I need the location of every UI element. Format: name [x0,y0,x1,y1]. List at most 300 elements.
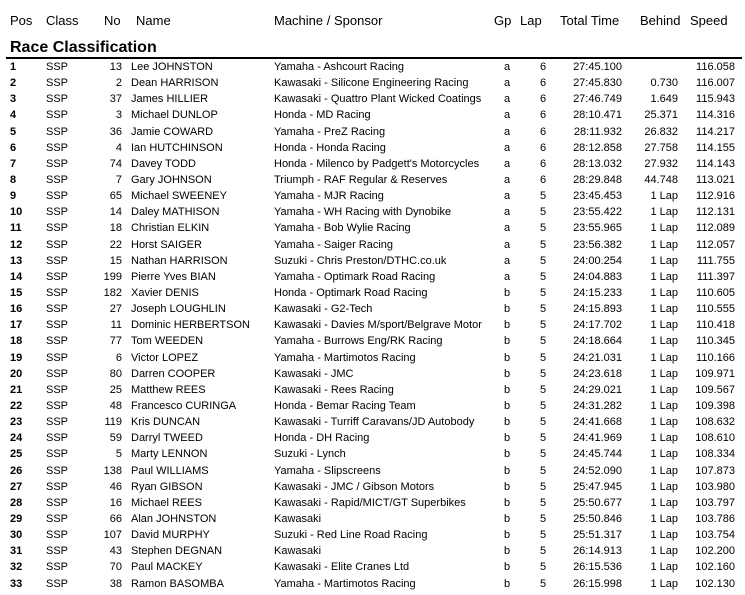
cell-class: SSP [46,77,69,90]
cell-name: Gary JOHNSON [131,173,212,186]
cell-class: SSP [46,303,69,316]
cell-lap: 5 [540,383,547,396]
cell-no: 70 [109,561,122,574]
cell-lap: 5 [540,270,547,283]
cell-no: 182 [103,286,122,299]
cell-machine: Kawasaki - Davies M/sport/Belgrave Motor [274,319,482,332]
cell-lap: 5 [540,448,547,461]
cell-behind: 1.649 [650,93,678,106]
cell-machine: Kawasaki - Elite Cranes Ltd [274,561,410,574]
table-row [0,511,745,527]
table-row [0,91,745,107]
cell-machine: Yamaha - MJR Racing [274,190,384,203]
cell-pos: 15 [10,286,23,299]
cell-no: 5 [115,448,122,461]
cell-no: 80 [109,367,122,380]
cell-gp: a [504,61,511,73]
table-row [0,140,745,156]
cell-speed: 110.555 [696,303,735,316]
cell-pos: 13 [10,254,23,267]
cell-total-time: 24:31.282 [573,399,622,412]
table-row [0,253,745,269]
cell-total-time: 24:52.090 [573,464,622,477]
cell-pos: 19 [10,351,23,364]
cell-machine: Honda - MD Racing [274,109,371,122]
cell-behind: 0.730 [650,77,678,90]
cell-class: SSP [46,529,69,542]
cell-class: SSP [46,512,69,525]
cell-behind: 1 Lap [650,286,678,299]
cell-speed: 108.334 [695,448,735,461]
header-machine: Machine / Sponsor [274,13,383,28]
cell-pos: 33 [10,577,23,590]
cell-gp: b [504,416,511,429]
cell-pos: 1 [10,61,17,73]
cell-lap: 5 [540,480,547,493]
cell-total-time: 24:45.744 [573,448,622,461]
table-row [0,414,745,430]
cell-machine: Honda - Honda Racing [274,141,386,154]
table-row [0,124,745,140]
cell-class: SSP [46,577,69,590]
cell-no: 46 [109,480,122,493]
cell-machine: Kawasaki - G2-Tech [274,303,373,316]
cell-speed: 109.398 [695,399,735,412]
cell-total-time: 24:04.883 [573,270,622,283]
cell-gp: b [504,480,511,493]
header-no: No [104,13,121,28]
cell-speed: 102.200 [695,545,735,558]
cell-machine: Kawasaki - Silicone Engineering Racing [274,77,469,90]
cell-no: 119 [104,416,122,429]
cell-pos: 12 [10,238,23,251]
cell-no: 16 [109,496,122,509]
cell-behind: 25.371 [644,109,678,122]
cell-total-time: 27:46.749 [573,93,622,106]
cell-no: 59 [109,432,122,445]
cell-class: SSP [46,61,69,73]
cell-pos: 9 [10,190,17,203]
cell-name: Dean HARRISON [131,77,219,90]
cell-speed: 103.786 [695,512,735,525]
cell-lap: 5 [540,561,547,574]
cell-gp: a [504,238,511,251]
cell-behind: 1 Lap [650,399,678,412]
cell-pos: 26 [10,464,23,477]
cell-speed: 108.632 [695,416,735,429]
cell-lap: 6 [540,77,547,90]
cell-no: 22 [109,238,122,251]
cell-behind: 1 Lap [650,448,678,461]
cell-total-time: 24:23.618 [573,367,622,380]
cell-no: 77 [109,335,122,348]
cell-speed: 110.605 [696,286,735,299]
cell-name: Paul MACKEY [131,561,203,574]
table-row [0,559,745,575]
cell-total-time: 24:17.702 [573,319,622,332]
cell-no: 15 [109,254,122,267]
cell-gp: a [504,157,511,170]
cell-name: Darren COOPER [131,367,216,380]
cell-machine: Honda - Bemar Racing Team [274,399,416,412]
cell-lap: 5 [540,416,547,429]
cell-machine: Yamaha - Bob Wylie Racing [274,222,411,235]
table-row [0,398,745,414]
table-row [0,463,745,479]
cell-class: SSP [46,206,69,219]
cell-no: 37 [109,93,122,106]
cell-behind: 1 Lap [650,190,678,203]
cell-gp: a [504,93,511,106]
cell-behind: 1 Lap [650,351,678,364]
cell-behind: 44.748 [644,173,678,186]
cell-name: Marty LENNON [131,448,208,461]
cell-no: 66 [109,512,122,525]
cell-speed: 107.873 [695,464,735,477]
cell-class: SSP [46,93,69,106]
cell-machine: Triumph - RAF Regular & Reserves [274,173,448,186]
cell-gp: b [504,464,511,477]
cell-name: Paul WILLIAMS [131,464,209,477]
header-pos: Pos [10,13,33,28]
cell-total-time: 24:15.893 [573,303,622,316]
cell-total-time: 23:56.382 [573,238,622,251]
cell-speed: 111.755 [696,254,735,267]
cell-total-time: 24:18.664 [573,335,622,348]
cell-pos: 14 [10,270,23,283]
cell-total-time: 25:50.846 [573,512,622,525]
cell-machine: Kawasaki - Turriff Caravans/JD Autobody [274,416,475,429]
cell-speed: 116.058 [696,61,735,73]
cell-lap: 5 [540,529,547,542]
cell-no: 138 [103,464,122,477]
table-row [0,156,745,172]
header-total-time: Total Time [560,13,620,28]
cell-behind: 1 Lap [650,577,678,590]
table-row [0,317,745,333]
cell-gp: a [504,125,511,138]
cell-lap: 6 [540,141,547,154]
cell-speed: 102.130 [695,577,735,590]
cell-class: SSP [46,545,69,558]
cell-pos: 8 [10,173,17,186]
cell-pos: 22 [10,399,23,412]
cell-name: Ryan GIBSON [131,480,203,493]
cell-behind: 1 Lap [650,383,678,396]
cell-class: SSP [46,480,69,493]
table-row [0,301,745,317]
table-row [0,285,745,301]
cell-total-time: 28:29.848 [573,173,622,186]
cell-name: Jamie COWARD [131,125,214,138]
cell-machine: Yamaha - Burrows Eng/RK Racing [274,335,443,348]
cell-speed: 103.797 [695,496,735,509]
cell-gp: b [504,399,511,412]
cell-class: SSP [46,432,69,445]
cell-machine: Yamaha - Saiger Racing [274,238,394,251]
cell-name: Michael DUNLOP [131,109,218,122]
cell-total-time: 23:55.965 [573,222,622,235]
cell-machine: Kawasaki - Quattro Plant Wicked Coatings [274,93,482,106]
cell-lap: 6 [540,125,547,138]
cell-lap: 6 [540,61,547,73]
cell-total-time: 27:45.830 [573,77,622,90]
cell-gp: a [504,77,511,90]
cell-name: Matthew REES [131,383,206,396]
table-row [0,350,745,366]
cell-total-time: 26:14.913 [573,545,622,558]
cell-lap: 5 [540,496,547,509]
cell-machine: Yamaha - Martimotos Racing [274,351,416,364]
cell-gp: b [504,351,511,364]
cell-pos: 32 [10,561,23,574]
section-title: Race Classification [10,39,157,56]
cell-lap: 5 [540,238,547,251]
cell-lap: 5 [540,222,547,235]
cell-pos: 30 [10,529,23,542]
cell-name: Michael SWEENEY [131,190,227,203]
table-row [0,75,745,91]
cell-total-time: 24:29.021 [573,383,622,396]
cell-no: 4 [115,141,122,154]
cell-behind: 26.832 [644,125,678,138]
cell-speed: 108.610 [695,432,735,445]
cell-lap: 6 [540,109,547,122]
table-row [0,527,745,543]
cell-no: 6 [115,351,122,364]
table-row [0,446,745,462]
cell-gp: a [504,173,511,186]
cell-pos: 4 [10,109,17,122]
cell-speed: 113.021 [696,173,735,186]
cell-behind: 1 Lap [650,254,678,267]
cell-pos: 17 [10,319,23,332]
cell-behind: 1 Lap [650,303,678,316]
cell-pos: 25 [10,448,23,461]
cell-lap: 5 [540,286,547,299]
cell-class: SSP [46,173,69,186]
header-name: Name [136,13,171,28]
cell-machine: Yamaha - Ashcourt Racing [274,61,405,73]
cell-gp: b [504,335,511,348]
cell-pos: 20 [10,367,23,380]
cell-class: SSP [46,109,69,122]
cell-no: 3 [115,109,122,122]
cell-name: Horst SAIGER [131,238,202,251]
cell-total-time: 24:21.031 [573,351,622,364]
cell-pos: 21 [10,383,23,396]
cell-total-time: 28:13.032 [573,157,622,170]
cell-machine: Honda - Milenco by Padgett's Motorcycles [274,157,480,170]
cell-behind: 1 Lap [650,561,678,574]
cell-name: Tom WEEDEN [131,335,204,348]
cell-pos: 27 [10,480,23,493]
cell-no: 13 [109,61,122,73]
cell-pos: 24 [10,432,23,445]
cell-class: SSP [46,561,69,574]
cell-total-time: 28:10.471 [573,109,622,122]
cell-class: SSP [46,125,69,138]
cell-behind: 1 Lap [650,512,678,525]
cell-behind: 27.758 [644,141,678,154]
cell-pos: 18 [10,335,23,348]
cell-total-time: 23:55.422 [573,206,622,219]
cell-no: 107 [103,529,122,542]
table-row [0,237,745,253]
cell-gp: b [504,286,511,299]
cell-pos: 11 [10,222,22,235]
cell-speed: 112.916 [696,190,735,203]
cell-speed: 115.943 [696,93,735,106]
cell-name: Ramon BASOMBA [131,577,224,590]
cell-total-time: 27:45.100 [573,61,622,73]
cell-no: 74 [109,157,122,170]
cell-lap: 5 [540,399,547,412]
cell-lap: 5 [540,190,547,203]
cell-no: 199 [103,270,122,283]
cell-gp: a [504,190,511,203]
cell-behind: 1 Lap [650,319,678,332]
cell-pos: 6 [10,141,17,154]
classification-table [0,59,745,592]
cell-no: 14 [109,206,122,219]
table-row [0,333,745,349]
cell-gp: b [504,577,511,590]
cell-pos: 10 [10,206,23,219]
cell-no: 48 [109,399,122,412]
cell-gp: b [504,545,511,558]
cell-class: SSP [46,399,69,412]
cell-name: Pierre Yves BIAN [131,270,216,283]
cell-lap: 6 [540,157,547,170]
cell-name: Xavier DENIS [131,286,199,299]
cell-gp: b [504,496,511,509]
cell-speed: 111.397 [696,270,735,283]
cell-lap: 5 [540,254,547,267]
cell-lap: 6 [540,93,547,106]
cell-gp: b [504,448,511,461]
cell-total-time: 23:45.453 [573,190,622,203]
cell-behind: 1 Lap [650,270,678,283]
cell-lap: 5 [540,512,547,525]
cell-no: 11 [110,319,122,332]
cell-gp: a [504,109,511,122]
cell-name: Daley MATHISON [131,206,220,219]
cell-no: 43 [109,545,122,558]
cell-name: Alan JOHNSTON [131,512,217,525]
cell-class: SSP [46,238,69,251]
cell-no: 2 [115,77,122,90]
cell-class: SSP [46,270,69,283]
cell-total-time: 28:11.932 [573,125,622,138]
cell-machine: Yamaha - Slipscreens [274,464,381,477]
cell-name: Francesco CURINGA [131,399,237,412]
cell-name: Michael REES [131,496,202,509]
cell-name: Nathan HARRISON [131,254,228,267]
cell-pos: 23 [10,416,23,429]
cell-behind: 1 Lap [650,367,678,380]
table-row [0,204,745,220]
cell-speed: 103.980 [695,480,735,493]
cell-total-time: 24:41.969 [573,432,622,445]
cell-class: SSP [46,448,69,461]
cell-machine: Kawasaki - Rees Racing [274,383,394,396]
cell-lap: 5 [540,545,547,558]
cell-behind: 1 Lap [650,206,678,219]
cell-no: 65 [109,190,122,203]
cell-total-time: 24:00.254 [573,254,622,267]
cell-pos: 28 [10,496,23,509]
cell-speed: 112.131 [696,206,735,219]
cell-speed: 112.089 [696,222,735,235]
cell-class: SSP [46,319,69,332]
cell-name: James HILLIER [131,93,209,106]
cell-name: Christian ELKIN [131,222,210,235]
cell-lap: 5 [540,432,547,445]
table-row [0,576,745,592]
cell-total-time: 26:15.998 [573,577,622,590]
cell-gp: b [504,367,511,380]
cell-class: SSP [46,496,69,509]
table-row [0,382,745,398]
cell-total-time: 24:41.668 [573,416,622,429]
cell-machine: Kawasaki [274,512,322,525]
cell-pos: 3 [10,93,17,106]
table-row [0,479,745,495]
table-row [0,172,745,188]
cell-class: SSP [46,367,69,380]
cell-behind: 27.932 [644,157,678,170]
cell-behind: 1 Lap [650,416,678,429]
cell-lap: 5 [540,367,547,380]
cell-class: SSP [46,157,69,170]
cell-class: SSP [46,416,69,429]
cell-no: 38 [109,577,122,590]
table-row [0,430,745,446]
cell-gp: b [504,319,511,332]
cell-name: Victor LOPEZ [131,351,199,364]
table-row [0,59,745,75]
cell-name: Joseph LOUGHLIN [131,303,226,316]
cell-total-time: 26:15.536 [573,561,622,574]
cell-total-time: 25:47.945 [573,480,622,493]
cell-class: SSP [46,383,69,396]
cell-speed: 103.754 [695,529,735,542]
cell-gp: b [504,432,511,445]
cell-gp: b [504,561,511,574]
cell-behind: 1 Lap [650,464,678,477]
header-speed: Speed [690,13,728,28]
cell-behind: 1 Lap [650,496,678,509]
cell-machine: Suzuki - Chris Preston/DTHC.co.uk [274,254,447,267]
cell-machine: Yamaha - Optimark Road Racing [274,270,436,283]
table-row [0,220,745,236]
cell-gp: b [504,303,511,316]
cell-speed: 114.217 [696,125,735,138]
cell-pos: 2 [10,77,17,90]
column-header-row [0,0,745,38]
cell-name: Stephen DEGNAN [131,545,223,558]
cell-machine: Suzuki - Lynch [274,448,346,461]
cell-lap: 5 [540,335,547,348]
cell-behind: 1 Lap [650,529,678,542]
cell-machine: Kawasaki - JMC / Gibson Motors [274,480,435,493]
cell-class: SSP [46,190,69,203]
cell-machine: Suzuki - Red Line Road Racing [274,529,428,542]
cell-name: Darryl TWEED [131,432,203,445]
cell-no: 27 [109,303,122,316]
cell-name: David MURPHY [131,529,210,542]
